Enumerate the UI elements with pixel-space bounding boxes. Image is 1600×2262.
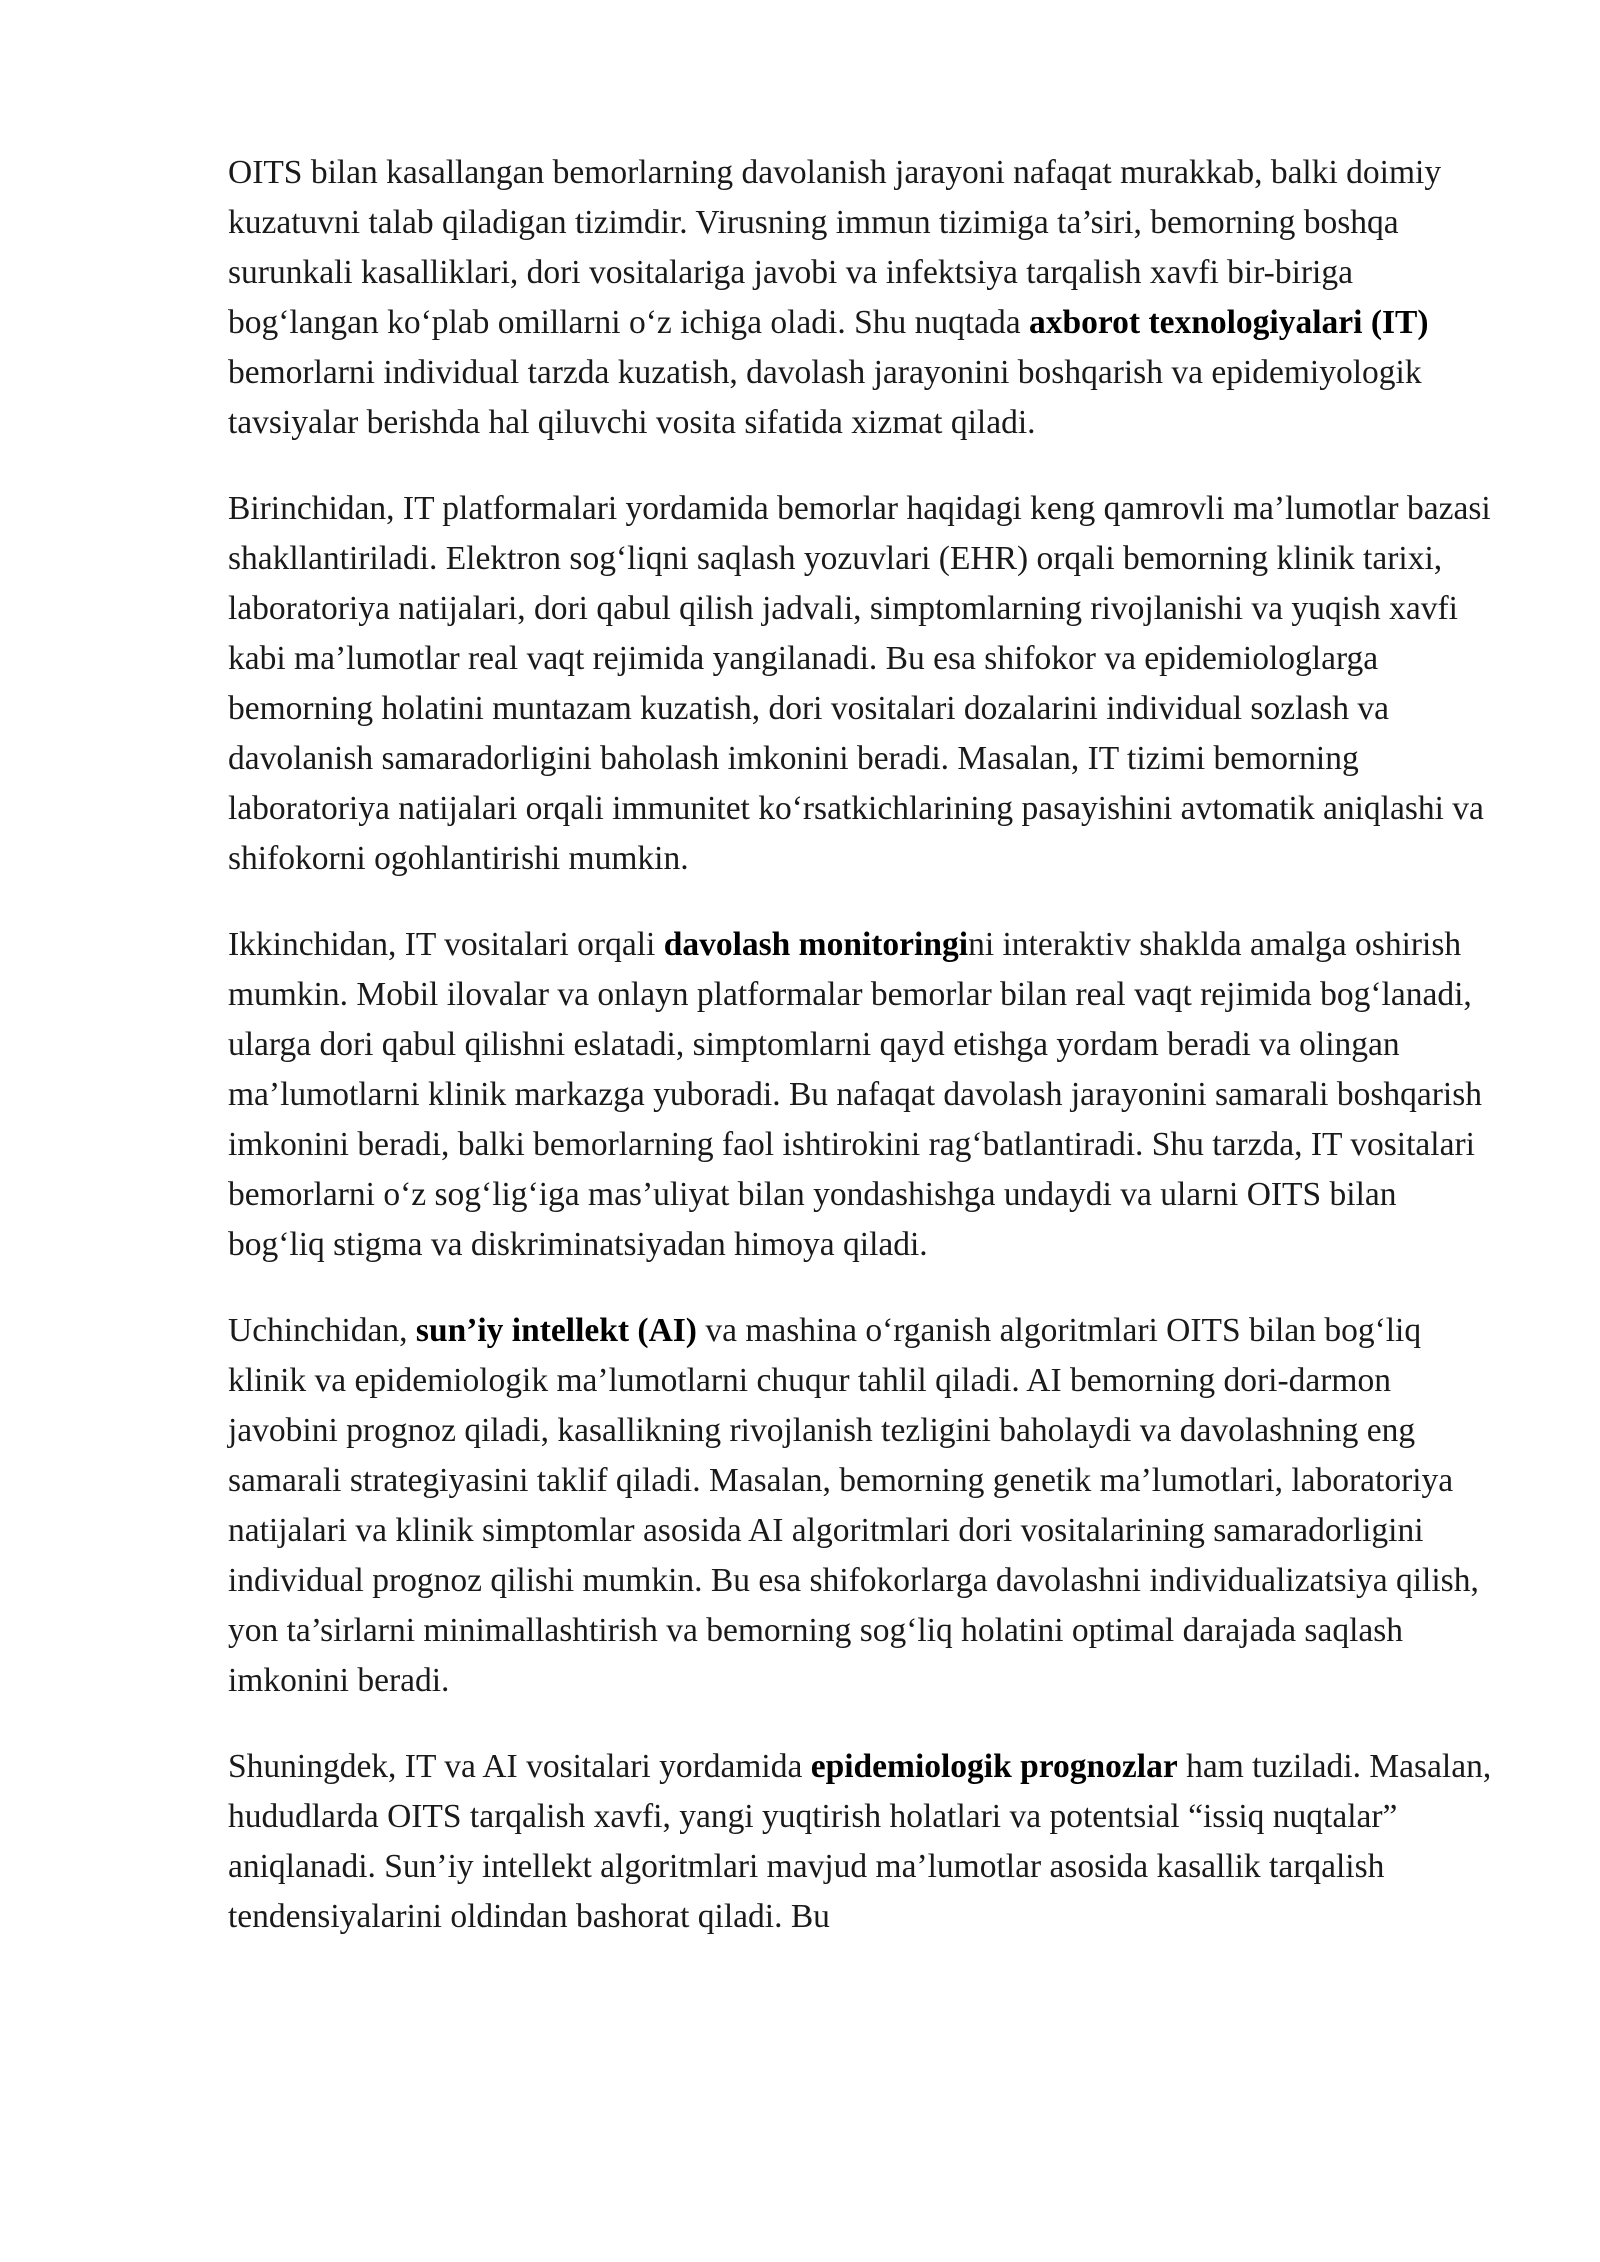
paragraph-text: OITS bilan kasallangan bemorlarning davolanish jarayoni nafaqat murakkab, balki doimiy kuzatuvni talab qiladigan tizimdir. Virusning immun tizimiga ta’siri, bemorning boshqa surunkali kasalliklari, dori vositalariga javobi va infektsiya tarqalish xavfi bir-biriga bog‘langan ko‘plab omillarni o‘z ichiga oladi. Shu nuqtada — [228, 154, 1442, 341]
bold-term: axborot texnologiyalari (IT) — [1029, 304, 1429, 341]
paragraph-text: Shuningdek, IT va AI vositalari yordamida — [228, 1748, 811, 1785]
paragraph-text: bemorlarni individual tarzda kuzatish, davolash jarayonini boshqarish va epidemiyologik tavsiyalar berishda hal qiluvchi vosita sifatida xizmat qiladi. — [228, 354, 1422, 441]
paragraph-intro — [228, 148, 1500, 448]
paragraph-text: ni interaktiv shaklda amalga oshirish mumkin. Mobil ilovalar va onlayn platformalar bemorlar bilan real vaqt rejimida bog‘lanadi, ularga dori qabul qilishni eslatadi, simptomlarni qayd etishga yordam beradi va olingan ma’lumotlarni klinik markazga yuboradi. Bu nafaqat davolash jarayonini samarali boshqarish imkonini beradi, balki bemorlarning faol ishtirokini rag‘batlantiradi. Shu tarzda, IT vositalari bemorlarni o‘z sog‘lig‘iga mas’uliyat bilan yondashishga undaydi va ularni OITS bilan bog‘liq stigma va diskriminatsiyadan himoya qiladi. — [228, 926, 1483, 1263]
paragraph-text: Birinchidan, IT platformalari yordamida bemorlar haqidagi keng qamrovli ma’lumotlar bazasi shakllantiriladi. Elektron sog‘liqni saqlash yozuvlari (EHR) orqali bemorning klinik tarixi, laboratoriya natijalari, dori qabul qilish jadvali, simptomlarning rivojlanishi va yuqish xavfi kabi ma’lumotlar real vaqt rejimida yangilanadi. Bu esa shifokor va epidemiologlarga bemorning holatini muntazam kuzatish, dori vositalari dozalarini individual sozlash va davolanish samaradorligini baholash imkonini beradi. Masalan, IT tizimi bemorning laboratoriya natijalari orqali immunitet ko‘rsatkichlarining pasayishini avtomatik aniqlashi va shifokorni ogohlantirishi mumkin. — [228, 490, 1491, 877]
paragraph-second — [228, 920, 1500, 1270]
paragraph-text: Ikkinchidan, IT vositalari orqali — [228, 926, 664, 963]
paragraph-first — [228, 484, 1500, 884]
paragraph-text: va mashina o‘rganish algoritmlari OITS bilan bog‘liq klinik va epidemiologik ma’lumotlarni chuqur tahlil qiladi. AI bemorning dori-darmon javobini prognoz qiladi, kasallikning rivojlanish tezligini baholaydi va davolashning eng samarali strategiyasini taklif qiladi. Masalan, bemorning genetik ma’lumotlari, laboratoriya natijalari va klinik simptomlar asosida AI algoritmlari dori vositalarining samaradorligini individual prognoz qilishi mumkin. Bu esa shifokorlarga davolashni individualizatsiya qilish, yon ta’sirlarni minimallashtirish va bemorning sog‘liq holatini optimal darajada saqlash imkonini beradi. — [228, 1312, 1479, 1699]
paragraph-text: Uchinchidan, — [228, 1312, 416, 1349]
bold-term: davolash monitoringi — [663, 926, 969, 963]
paragraph-text: ham tuziladi. Masalan, hududlarda OITS tarqalish xavfi, yangi yuqtirish holatlari va potentsial “issiq nuqtalar” aniqlanadi. Sun’iy intellekt algoritmlari mavjud ma’lumotlar asosida kasallik tarqalish tendensiyalarini oldindan bashorat qiladi. Bu — [228, 1748, 1492, 1935]
paragraph-fourth — [228, 1742, 1500, 1942]
paragraph-third — [228, 1306, 1500, 1706]
bold-term: sun’iy intellekt (AI) — [415, 1312, 697, 1349]
document-page — [228, 148, 1500, 1978]
bold-term: epidemiologik prognozlar — [810, 1748, 1178, 1785]
